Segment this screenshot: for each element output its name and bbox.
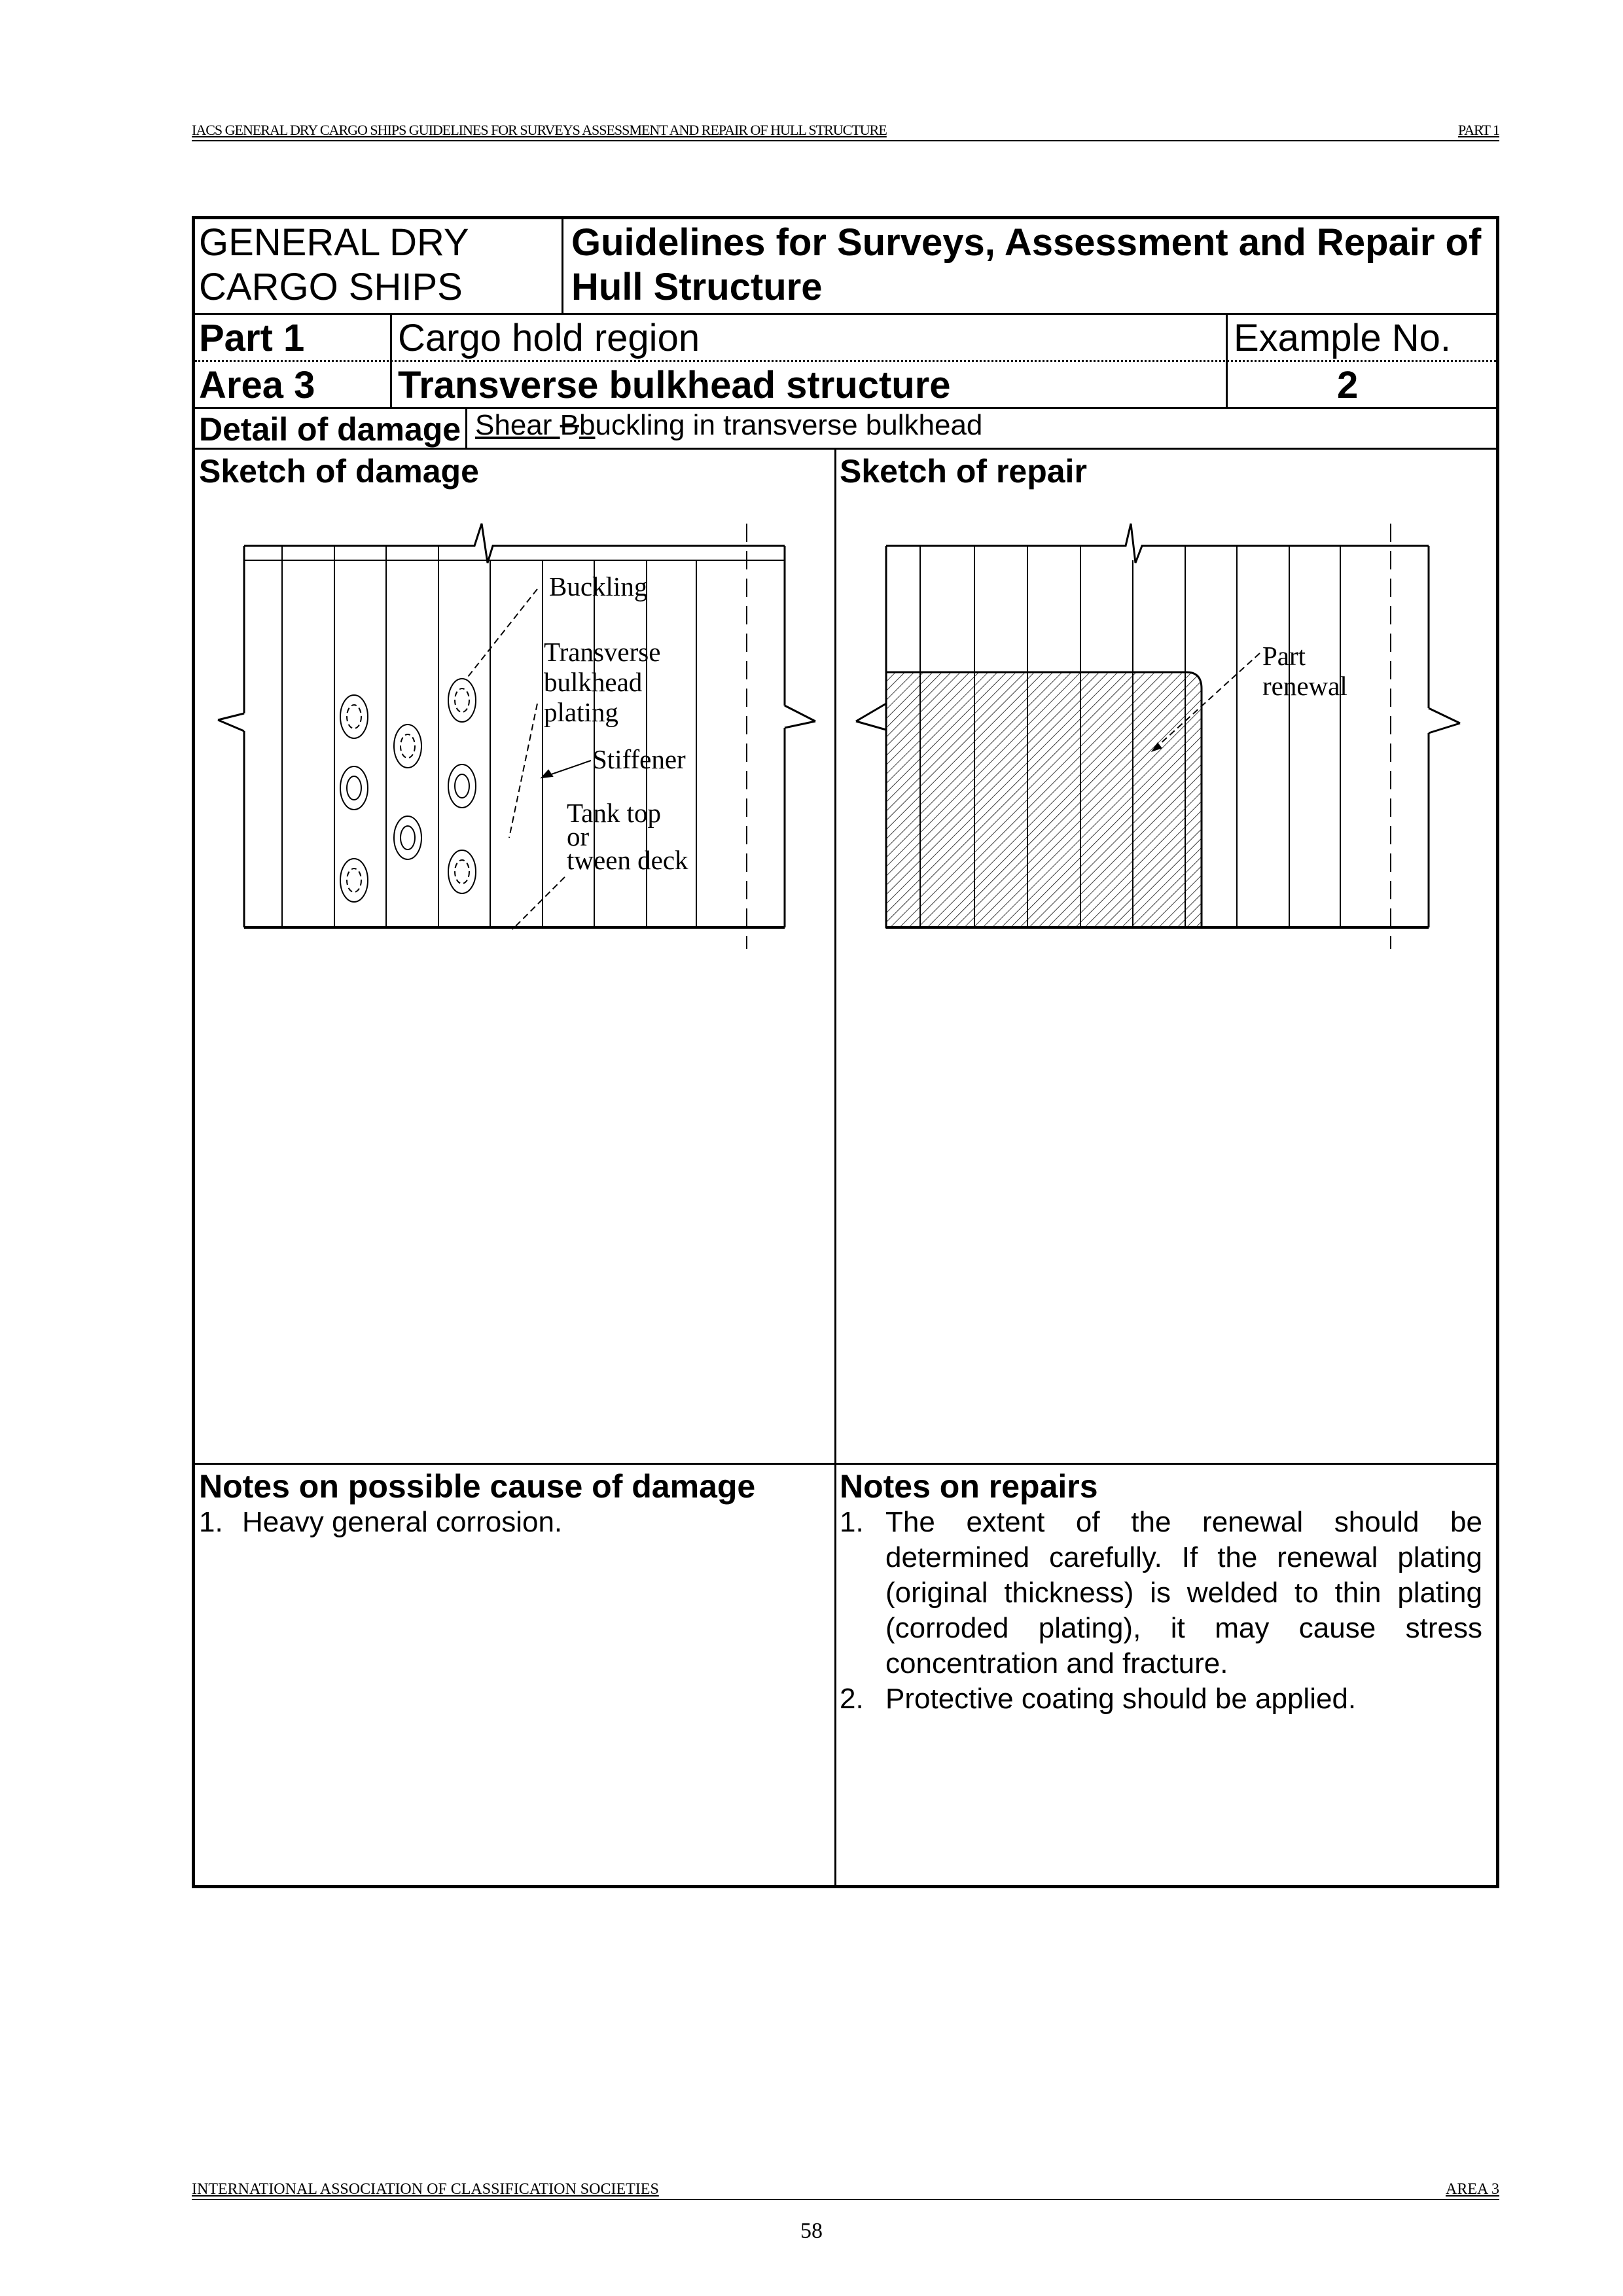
page-number: 58 — [800, 2219, 823, 2243]
footer-rule — [192, 2199, 1499, 2200]
svg-text:plating: plating — [544, 697, 618, 727]
list-item: 1. Heavy general corrosion. — [199, 1506, 563, 1538]
plating-label: Transverse — [544, 637, 661, 667]
list-item: 1. The extent of the renewal should be determined carefully. If the renewal plating (original thickness) is welded to thin plating (corroded plating), it may cause stress concentration and fracture. — [840, 1506, 1482, 1679]
example-label: Example No. — [1234, 317, 1452, 359]
part-label: Part 1 — [199, 317, 305, 359]
detail-value: Shear Bbuckling in transverse bulkhead — [475, 409, 983, 441]
header-rule — [192, 140, 1499, 141]
notes-repair-title: Notes on repairs — [840, 1468, 1098, 1505]
deck-label: Tank top — [567, 798, 662, 828]
damage-example-sheet: GENERAL DRY CARGO SHIPS Guidelines for Surveys, Assessment and Repair of Hull Structure Part 1 Cargo hold region Example No. Area 3 Transverse bulkhead structure 2 Detail of damage Shear Bbuckling in transverse bulkhead Sketch of damage Sketch of repair Notes on possible cause of damage 1. Heavy general corrosion. Notes on repairs 1. The extent of the renewal should be determined carefully. If the renewal plating (original thickness) is welded to thin plating (corroded plating), it may cause stress concentration and fracture. 2. Protective coating should be applied. — [192, 216, 1499, 1888]
svg-text:bulkhead: bulkhead — [544, 667, 643, 697]
example-number: 2 — [1337, 364, 1359, 406]
repair-sketch — [833, 216, 1494, 1237]
svg-text:or: or — [567, 821, 590, 852]
footer-right: AREA 3 — [1445, 2181, 1499, 2198]
running-header-left: IACS GENERAL DRY CARGO SHIPS GUIDELINES FOR SURVEYS ASSESSMENT AND REPAIR OF HULL STRUCTURE — [192, 122, 887, 138]
svg-text:tween deck: tween deck — [567, 845, 688, 875]
buckling-label: Buckling — [549, 571, 648, 601]
ship-type: GENERAL DRY — [199, 221, 469, 264]
damage-sketch — [192, 216, 840, 1237]
guideline-title: Guidelines for Surveys, Assessment and Repair of — [571, 221, 1482, 264]
sketch-repair-title: Sketch of repair — [840, 453, 1087, 490]
notes-cause-title: Notes on possible cause of damage — [199, 1468, 756, 1505]
area-value: Transverse bulkhead structure — [398, 364, 951, 406]
running-header-right: PART 1 — [1458, 122, 1499, 138]
list-item: 2. Protective coating should be applied. — [840, 1683, 1357, 1715]
sketch-damage-title: Sketch of damage — [199, 453, 479, 490]
footer-left: INTERNATIONAL ASSOCIATION OF CLASSIFICATION SOCIETIES — [192, 2181, 659, 2198]
svg-text:renewal: renewal — [1262, 671, 1347, 701]
notes-repair-list — [840, 1505, 1482, 1717]
part-renewal-label: Part — [1262, 641, 1306, 671]
detail-label: Detail of damage — [199, 411, 461, 448]
stiffener-label: Stiffener — [592, 744, 686, 774]
area-label: Area 3 — [199, 364, 315, 406]
notes-cause-list — [199, 1505, 814, 1540]
part-value: Cargo hold region — [398, 317, 700, 359]
